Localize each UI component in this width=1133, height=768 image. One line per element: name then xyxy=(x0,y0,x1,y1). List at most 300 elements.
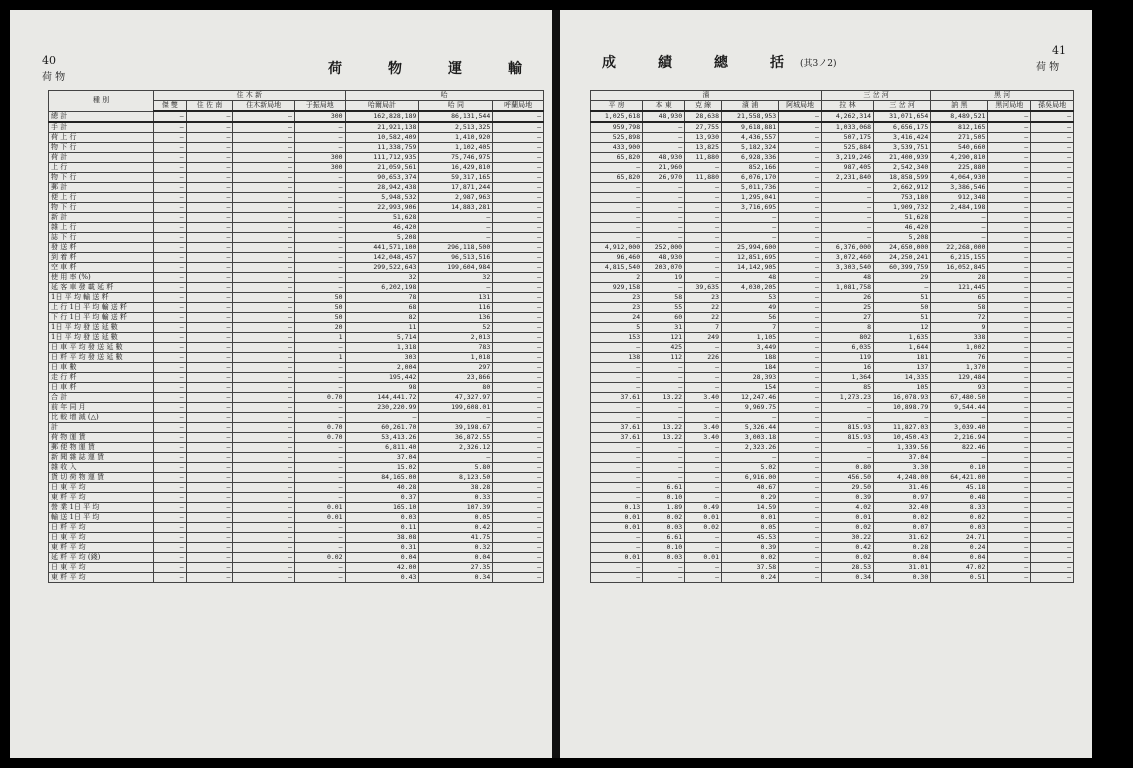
table-cell: — xyxy=(493,163,544,173)
table-row xyxy=(591,293,1074,303)
table-row xyxy=(49,343,544,353)
table-cell: — xyxy=(493,473,544,483)
table-cell: 121,445 xyxy=(931,283,988,293)
table-row xyxy=(591,373,1074,383)
table-cell: 22,268,000 xyxy=(931,243,988,253)
table-cell: — xyxy=(493,223,544,233)
table-cell: 65,820 xyxy=(591,173,643,183)
table-cell: — xyxy=(294,203,345,213)
table-cell: — xyxy=(988,223,1031,233)
table-cell: — xyxy=(591,533,643,543)
table-cell: 299,522,643 xyxy=(345,263,419,273)
table-cell: 52 xyxy=(419,323,493,333)
row-label: 東 粁 平 均 xyxy=(49,493,154,503)
table-cell: — xyxy=(154,383,187,393)
table-cell: — xyxy=(186,403,233,413)
table-cell: 300 xyxy=(294,163,345,173)
table-cell: — xyxy=(1031,373,1074,383)
table-cell: — xyxy=(591,543,643,553)
table-cell: 78 xyxy=(345,293,419,303)
table-row xyxy=(49,313,544,323)
title-char: 輸 xyxy=(508,61,524,77)
table-cell: 2,513,325 xyxy=(419,122,493,133)
table-cell: — xyxy=(988,453,1031,463)
table-cell: — xyxy=(643,143,685,153)
table-cell: 0.70 xyxy=(294,393,345,403)
table-cell: — xyxy=(1031,453,1074,463)
table-cell: — xyxy=(493,533,544,543)
table-cell: — xyxy=(779,343,822,353)
table-cell: 1,033,068 xyxy=(821,122,873,133)
table-cell: — xyxy=(821,413,873,423)
table-row xyxy=(49,323,544,333)
table-row xyxy=(49,433,544,443)
table-row xyxy=(591,333,1074,343)
table-cell: 0.02 xyxy=(931,513,988,523)
table-cell: — xyxy=(779,193,822,203)
table-cell: — xyxy=(988,313,1031,323)
table-cell: — xyxy=(988,413,1031,423)
table-cell: — xyxy=(233,403,294,413)
table-cell: 0.01 xyxy=(685,513,722,523)
table-cell: — xyxy=(988,573,1031,583)
table-cell: 2,987,963 xyxy=(419,193,493,203)
table-cell: 8,489,521 xyxy=(931,111,988,122)
table-cell: — xyxy=(685,253,722,263)
table-cell: 72 xyxy=(931,313,988,323)
table-cell: — xyxy=(294,483,345,493)
table-cell: — xyxy=(1031,563,1074,573)
table-cell: 162,828,189 xyxy=(345,111,419,122)
table-cell: 25,994,600 xyxy=(722,243,779,253)
table-cell: — xyxy=(643,183,685,193)
table-cell: 0.70 xyxy=(294,423,345,433)
column-header: 黑河局地 xyxy=(988,101,1031,112)
table-cell: — xyxy=(493,273,544,283)
table-cell: — xyxy=(988,373,1031,383)
table-cell: — xyxy=(1031,273,1074,283)
table-cell: — xyxy=(233,323,294,333)
table-cell: — xyxy=(1031,243,1074,253)
table-cell: 11,880 xyxy=(685,173,722,183)
table-cell: — xyxy=(643,383,685,393)
table-cell: — xyxy=(591,473,643,483)
column-header: 三 岔 河 xyxy=(874,101,931,112)
table-cell: — xyxy=(685,213,722,223)
row-label: 輸 送 1日 平 均 xyxy=(49,513,154,523)
table-cell: — xyxy=(779,373,822,383)
row-label: 延 客 車 發 載 延 粁 xyxy=(49,283,154,293)
table-cell: 12 xyxy=(874,323,931,333)
table-cell: — xyxy=(233,213,294,223)
table-cell: — xyxy=(685,563,722,573)
table-cell: — xyxy=(1031,223,1074,233)
table-cell: 16,429,810 xyxy=(419,163,493,173)
table-cell: — xyxy=(643,373,685,383)
table-cell: — xyxy=(154,423,187,433)
table-cell: — xyxy=(1031,433,1074,443)
table-cell: 48,930 xyxy=(643,153,685,163)
table-cell: 4,815,540 xyxy=(591,263,643,273)
table-cell: — xyxy=(1031,163,1074,173)
table-cell: — xyxy=(1031,111,1074,122)
table-cell: 2 xyxy=(591,273,643,283)
table-cell: 58 xyxy=(931,303,988,313)
table-cell: 18,858,599 xyxy=(874,173,931,183)
table-cell: — xyxy=(493,443,544,453)
table-cell: — xyxy=(419,233,493,243)
table-cell: 51 xyxy=(874,293,931,303)
table-cell: 27 xyxy=(821,313,873,323)
table-cell: — xyxy=(493,333,544,343)
table-cell: 2,013 xyxy=(419,333,493,343)
table-cell: 3.40 xyxy=(685,423,722,433)
table-cell: — xyxy=(1031,293,1074,303)
table-cell: 3,039.40 xyxy=(931,423,988,433)
book-spine xyxy=(552,10,560,758)
table-cell: — xyxy=(233,111,294,122)
table-cell: 0.33 xyxy=(419,493,493,503)
table-cell: — xyxy=(186,313,233,323)
table-cell: — xyxy=(233,483,294,493)
table-cell: 6,928,336 xyxy=(722,153,779,163)
table-cell: — xyxy=(186,493,233,503)
table-cell: — xyxy=(233,243,294,253)
table-row xyxy=(49,303,544,313)
table-cell: 4,248.00 xyxy=(874,473,931,483)
table-cell: 0.07 xyxy=(874,523,931,533)
table-cell: 9,544.44 xyxy=(931,403,988,413)
table-cell: — xyxy=(779,153,822,163)
table-cell: 96,460 xyxy=(591,253,643,263)
table-cell: 37.58 xyxy=(722,563,779,573)
table-cell: 68 xyxy=(345,303,419,313)
row-label: 上 行 1日 平 均 輸 送 粁 xyxy=(49,303,154,313)
table-cell: 90,653,374 xyxy=(345,173,419,183)
table-cell: — xyxy=(493,553,544,563)
table-cell: — xyxy=(988,473,1031,483)
table-row xyxy=(49,473,544,483)
table-cell: 3,072,460 xyxy=(821,253,873,263)
table-cell: — xyxy=(233,353,294,363)
table-cell: 8 xyxy=(821,323,873,333)
table-cell: 300 xyxy=(294,153,345,163)
table-cell: — xyxy=(186,163,233,173)
table-cell: — xyxy=(591,193,643,203)
table-cell: — xyxy=(419,453,493,463)
table-cell: — xyxy=(988,543,1031,553)
table-cell: — xyxy=(1031,343,1074,353)
table-cell: — xyxy=(493,413,544,423)
table-cell: 2,004 xyxy=(345,363,419,373)
table-cell: — xyxy=(988,133,1031,143)
table-cell: 4,912,000 xyxy=(591,243,643,253)
table-cell: — xyxy=(233,233,294,243)
table-cell: 0.42 xyxy=(821,543,873,553)
table-cell: — xyxy=(988,393,1031,403)
row-label: 營 業 1日 平 均 xyxy=(49,503,154,513)
table-cell: — xyxy=(988,143,1031,153)
table-cell: — xyxy=(821,193,873,203)
table-cell: 912,348 xyxy=(931,193,988,203)
table-cell: — xyxy=(1031,413,1074,423)
column-header: 住 佐 南 xyxy=(186,101,233,112)
table-cell: — xyxy=(493,433,544,443)
table-cell: — xyxy=(643,193,685,203)
table-cell: — xyxy=(154,243,187,253)
column-header: 傑 雙 xyxy=(154,101,187,112)
table-cell: 21,059,561 xyxy=(345,163,419,173)
table-cell: — xyxy=(493,143,544,153)
table-cell: 37.04 xyxy=(874,453,931,463)
row-label: 便 上 行 xyxy=(49,193,154,203)
table-cell: — xyxy=(154,193,187,203)
table-cell: — xyxy=(779,111,822,122)
table-cell: 93 xyxy=(931,383,988,393)
table-cell: — xyxy=(294,183,345,193)
table-cell: — xyxy=(685,533,722,543)
table-cell: — xyxy=(493,493,544,503)
title-char: 總 xyxy=(714,55,730,71)
table-cell: — xyxy=(186,413,233,423)
row-label: 上 行 xyxy=(49,163,154,173)
table-cell: — xyxy=(233,533,294,543)
table-cell: — xyxy=(154,293,187,303)
table-row xyxy=(591,353,1074,363)
table-cell: — xyxy=(154,203,187,213)
table-cell: 7 xyxy=(722,323,779,333)
table-cell: — xyxy=(1031,403,1074,413)
column-header: 呼蘭局地 xyxy=(493,101,544,112)
table-cell: 32 xyxy=(419,273,493,283)
table-cell: 5,011,736 xyxy=(722,183,779,193)
table-cell: 121 xyxy=(643,333,685,343)
table-cell: — xyxy=(294,223,345,233)
table-cell: 199,608.01 xyxy=(419,403,493,413)
table-cell: 0.51 xyxy=(931,573,988,583)
table-cell: 1.89 xyxy=(643,503,685,513)
table-cell: — xyxy=(779,303,822,313)
table-cell: 5,208 xyxy=(874,233,931,243)
table-cell: 0.01 xyxy=(685,553,722,563)
row-label: 下 行 1日 平 均 輸 送 粁 xyxy=(49,313,154,323)
table-cell: 136 xyxy=(419,313,493,323)
table-cell: 5,948,532 xyxy=(345,193,419,203)
table-row xyxy=(49,111,544,122)
table-cell: — xyxy=(154,313,187,323)
table-cell: — xyxy=(1031,393,1074,403)
table-cell: 5.02 xyxy=(722,463,779,473)
table-cell: 40.67 xyxy=(722,483,779,493)
table-cell: 11 xyxy=(345,323,419,333)
table-cell: — xyxy=(154,143,187,153)
table-cell: — xyxy=(186,273,233,283)
table-cell: — xyxy=(233,223,294,233)
table-cell: 59,317,165 xyxy=(419,173,493,183)
table-cell: — xyxy=(233,293,294,303)
table-cell: 3,219,246 xyxy=(821,153,873,163)
table-cell: 8.33 xyxy=(931,503,988,513)
table-cell: 0.10 xyxy=(643,543,685,553)
table-row xyxy=(591,153,1074,163)
table-cell: 58 xyxy=(643,293,685,303)
table-cell: 129,484 xyxy=(931,373,988,383)
table-row xyxy=(591,383,1074,393)
table-cell: — xyxy=(685,473,722,483)
table-cell: — xyxy=(233,203,294,213)
table-cell: — xyxy=(493,523,544,533)
table-cell: — xyxy=(186,563,233,573)
left-page xyxy=(10,10,552,758)
table-cell: 0.02 xyxy=(722,553,779,563)
table-cell: — xyxy=(821,453,873,463)
table-cell: 1,364 xyxy=(821,373,873,383)
table-cell: 5,182,324 xyxy=(722,143,779,153)
table-cell: 21,960 xyxy=(643,163,685,173)
table-cell: — xyxy=(779,493,822,503)
table-cell: 31.01 xyxy=(874,563,931,573)
table-cell: — xyxy=(685,343,722,353)
table-cell: — xyxy=(186,513,233,523)
table-cell: — xyxy=(493,483,544,493)
table-cell: 60,399,759 xyxy=(874,263,931,273)
table-cell: — xyxy=(988,163,1031,173)
table-cell: — xyxy=(294,273,345,283)
table-cell: — xyxy=(493,213,544,223)
table-cell: — xyxy=(779,333,822,343)
table-cell: — xyxy=(419,413,493,423)
table-cell: 111,712,935 xyxy=(345,153,419,163)
table-cell: 48 xyxy=(722,273,779,283)
table-cell: — xyxy=(233,343,294,353)
table-cell: — xyxy=(643,122,685,133)
table-cell: 3,539,751 xyxy=(874,143,931,153)
table-cell: — xyxy=(931,213,988,223)
table-cell: — xyxy=(988,493,1031,503)
table-row xyxy=(49,283,544,293)
table-cell: — xyxy=(233,473,294,483)
table-cell: — xyxy=(1031,122,1074,133)
table-cell: — xyxy=(233,193,294,203)
table-cell: — xyxy=(779,433,822,443)
table-cell: 0.01 xyxy=(821,513,873,523)
table-cell: — xyxy=(685,383,722,393)
table-cell: 19 xyxy=(643,273,685,283)
column-header: 住木新局地 xyxy=(233,101,294,112)
table-cell: — xyxy=(186,143,233,153)
table-cell: — xyxy=(493,373,544,383)
col-group-header: 種 別 xyxy=(49,91,154,112)
table-cell: 1,370 xyxy=(931,363,988,373)
table-cell: — xyxy=(233,333,294,343)
column-header: 訥 黑 xyxy=(931,101,988,112)
table-cell: 64,421.00 xyxy=(931,473,988,483)
table-cell: 303 xyxy=(345,353,419,363)
table-cell: 300 xyxy=(294,111,345,122)
table-cell: 959,798 xyxy=(591,122,643,133)
table-cell: 65,820 xyxy=(591,153,643,163)
table-cell: — xyxy=(821,443,873,453)
table-cell: 2,542,340 xyxy=(874,163,931,173)
table-row xyxy=(591,183,1074,193)
table-cell: — xyxy=(988,523,1031,533)
table-cell: 3,449 xyxy=(722,343,779,353)
table-cell: — xyxy=(1031,303,1074,313)
table-row xyxy=(49,153,544,163)
table-cell: — xyxy=(493,463,544,473)
table-cell: 16,052,845 xyxy=(931,263,988,273)
col-group-header: 濱 xyxy=(591,91,822,101)
table-cell: 16 xyxy=(821,363,873,373)
table-cell: 2,323.26 xyxy=(722,443,779,453)
table-cell: — xyxy=(988,233,1031,243)
table-cell: 9 xyxy=(931,323,988,333)
table-cell: — xyxy=(722,223,779,233)
row-label: 走 行 粁 xyxy=(49,373,154,383)
row-label: 荷 計 xyxy=(49,153,154,163)
table-cell: 1,339.56 xyxy=(874,443,931,453)
table-cell: 1,295,041 xyxy=(722,193,779,203)
table-row xyxy=(591,111,1074,122)
table-cell: — xyxy=(154,273,187,283)
table-cell: — xyxy=(779,573,822,583)
table-cell: 5,208 xyxy=(345,233,419,243)
table-row xyxy=(49,563,544,573)
table-cell: — xyxy=(643,223,685,233)
table-cell: — xyxy=(874,283,931,293)
table-cell: — xyxy=(493,183,544,193)
row-label: 發 送 粁 xyxy=(49,243,154,253)
table-cell: 23 xyxy=(685,293,722,303)
table-cell: 4.02 xyxy=(821,503,873,513)
column-header: 孫吳局地 xyxy=(1031,101,1074,112)
table-cell: 14.59 xyxy=(722,503,779,513)
table-cell: — xyxy=(591,483,643,493)
table-cell: — xyxy=(685,373,722,383)
table-cell: — xyxy=(643,363,685,373)
table-cell: — xyxy=(419,223,493,233)
table-cell: — xyxy=(779,483,822,493)
table-cell: — xyxy=(233,363,294,373)
table-cell: 12,851,695 xyxy=(722,253,779,263)
table-cell: 456.50 xyxy=(821,473,873,483)
table-cell: 107.39 xyxy=(419,503,493,513)
table-cell: — xyxy=(779,313,822,323)
table-row xyxy=(591,203,1074,213)
table-cell: 8,123.50 xyxy=(419,473,493,483)
table-row xyxy=(591,343,1074,353)
table-cell: 112 xyxy=(643,353,685,363)
table-cell: — xyxy=(779,263,822,273)
table-cell: 3.40 xyxy=(685,393,722,403)
table-cell: 1 xyxy=(294,333,345,343)
table-cell: 28,638 xyxy=(685,111,722,122)
table-cell: — xyxy=(154,433,187,443)
table-cell: — xyxy=(294,443,345,453)
table-cell: — xyxy=(1031,253,1074,263)
table-cell: — xyxy=(186,213,233,223)
table-cell: — xyxy=(685,183,722,193)
table-cell: 0.48 xyxy=(931,493,988,503)
table-row xyxy=(49,333,544,343)
table-cell: — xyxy=(685,403,722,413)
row-label: 日 車 平 均 發 送 延 數 xyxy=(49,343,154,353)
row-label: 空 車 粁 xyxy=(49,263,154,273)
table-cell: — xyxy=(1031,323,1074,333)
table-cell: 0.01 xyxy=(294,513,345,523)
table-cell: — xyxy=(233,493,294,503)
table-cell: — xyxy=(643,233,685,243)
